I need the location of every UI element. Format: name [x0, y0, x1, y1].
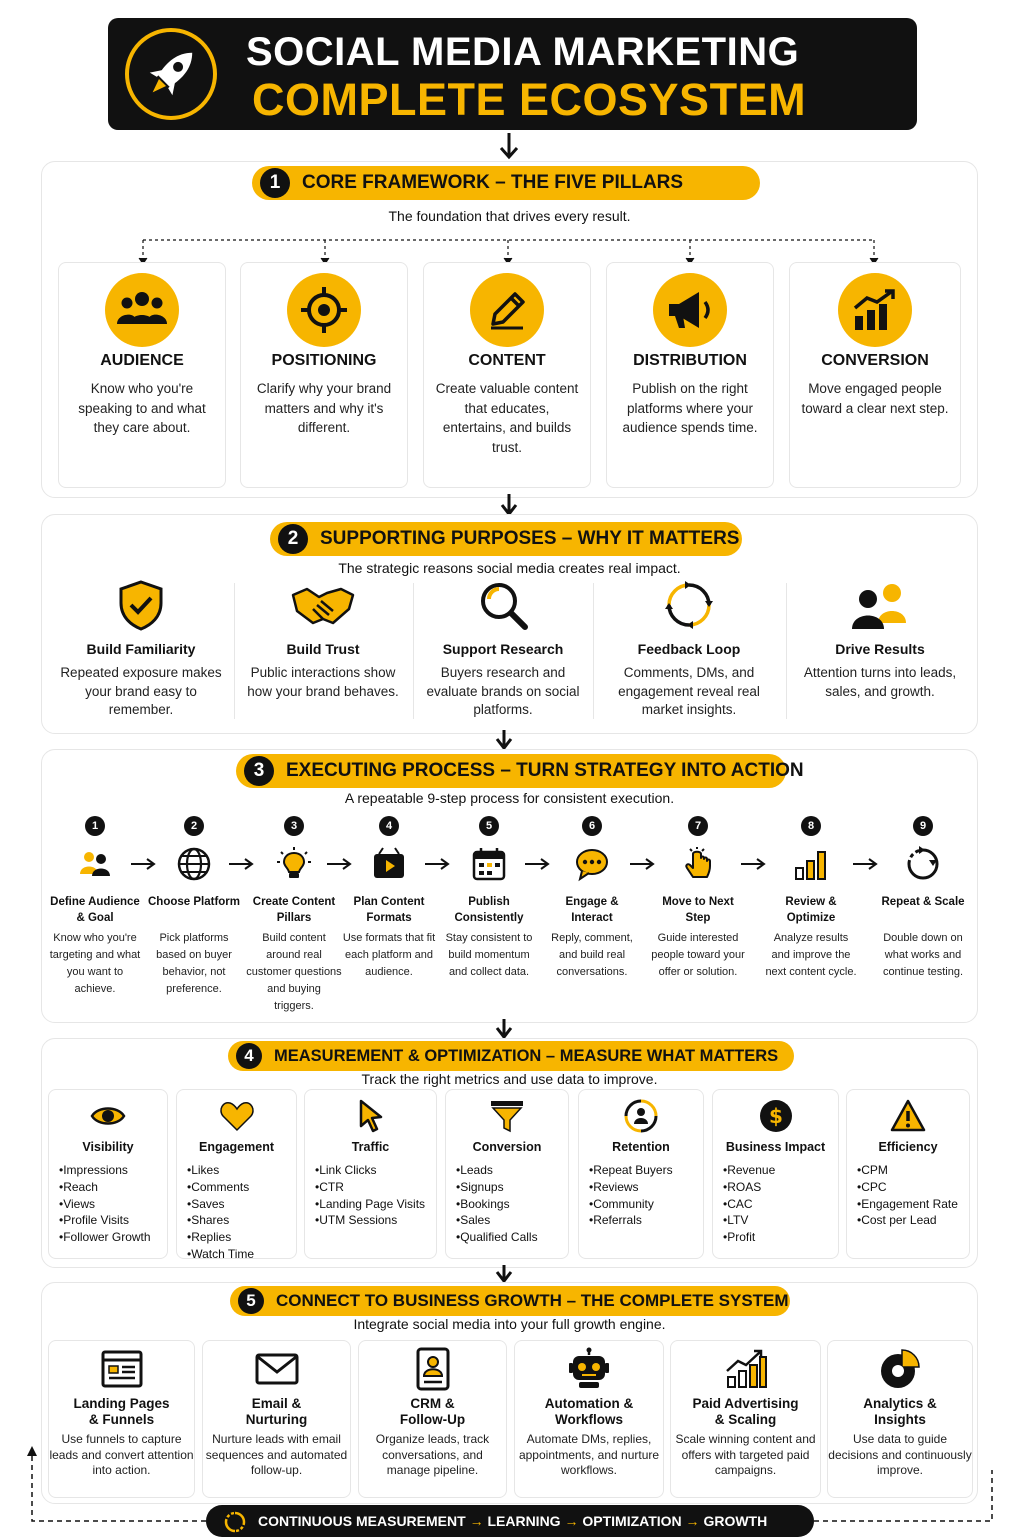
growth-description: Organize leads, track conversations, and manage pipeline. [375, 1432, 490, 1478]
step-title: Create Content Pillars [252, 896, 336, 924]
repeat-cycle-icon [905, 846, 941, 882]
metric-list [59, 1162, 151, 1246]
step-title: Choose Platform [148, 896, 241, 908]
audience-group-icon [105, 273, 179, 347]
video-play-icon [371, 846, 407, 882]
metric-card-business-impact [712, 1089, 839, 1259]
footer-text: CONTINUOUS MEASUREMENT → LEARNING → OPTIMIZATION → GROWTH [258, 1513, 768, 1529]
metric-item: • Impressions [59, 1162, 151, 1179]
metric-item: • Link Clicks [315, 1162, 425, 1179]
connector-lines [42, 232, 979, 266]
process-step [764, 816, 858, 1016]
dollar-icon [758, 1098, 794, 1134]
pencil-icon [470, 273, 544, 347]
section-3-subtitle: A repeatable 9-step process for consistent execution. [344, 790, 675, 806]
metric-item: • Community [589, 1196, 673, 1213]
growth-description: Use data to guide decisions and continuously improve. [828, 1432, 972, 1478]
divider [786, 583, 787, 719]
cycle-arrows-icon [663, 579, 715, 631]
metric-list [589, 1162, 673, 1229]
step-title: Move to Next Step [662, 896, 734, 924]
section-5-subtitle: Integrate social media into your full growth engine. [353, 1316, 666, 1332]
step-description: Guide interested people toward your offer or solution. [651, 932, 745, 978]
footer-banner [206, 1505, 814, 1537]
pillar-distribution [606, 262, 774, 488]
pillar-title: POSITIONING [271, 352, 377, 369]
metric-item: • Landing Page Visits [315, 1196, 425, 1213]
section-4-title: MEASUREMENT & OPTIMIZATION – MEASURE WHAT MATTERS [274, 1046, 779, 1065]
metric-item: • Profit [723, 1229, 775, 1246]
pillar-title: AUDIENCE [100, 352, 184, 369]
section-3-number: 3 [244, 756, 274, 786]
process-step [442, 816, 536, 1016]
step-number: 1 [85, 816, 105, 836]
section-5-title: CONNECT TO BUSINESS GROWTH – THE COMPLETE SYSTEM [276, 1291, 789, 1310]
process-step [650, 816, 746, 1016]
section-1-subtitle: The foundation that drives every result. [388, 208, 631, 224]
purpose-build-trust [240, 577, 406, 727]
metric-item: • Repeat Buyers [589, 1162, 673, 1179]
step-description: Pick platforms based on buyer behavior, not preference. [156, 932, 232, 995]
metric-item: • Reviews [589, 1179, 673, 1196]
header-banner [108, 18, 917, 130]
people-icon [77, 846, 113, 882]
step-arrow-icon [525, 858, 551, 870]
retention-cycle-icon [623, 1098, 659, 1134]
growth-title: Paid Advertising & Scaling [692, 1396, 799, 1427]
pillar-title: CONTENT [468, 352, 546, 369]
pillar-description: Know who you're speaking to and what they care about. [78, 381, 206, 435]
heart-icon [219, 1098, 255, 1134]
purpose-description: Comments, DMs, and engagement reveal real market insights. [618, 665, 760, 717]
calendar-icon [471, 846, 507, 882]
growth-description: Scale winning content and offers with targeted paid campaigns. [675, 1432, 816, 1478]
process-step [546, 816, 638, 1016]
metric-item: • Revenue [723, 1162, 775, 1179]
growth-description: Nurture leads with email sequences and automated follow-up. [205, 1432, 348, 1478]
pillar-description: Clarify why your brand matters and why it's different. [256, 381, 392, 435]
purpose-description: Attention turns into leads, sales, and growth. [803, 665, 957, 699]
rocket-icon [125, 28, 217, 120]
divider [234, 583, 235, 719]
metric-item: • Saves [187, 1196, 254, 1213]
step-title: Plan Content Formats [353, 896, 425, 924]
step-title: Define Audience & Goal [50, 896, 140, 924]
purpose-drive-results [794, 577, 966, 727]
metric-item: • CPC [857, 1179, 958, 1196]
step-arrow-icon [327, 858, 353, 870]
bar-chart-icon [793, 846, 829, 882]
growth-title: Email & Nurturing [245, 1396, 308, 1427]
purpose-build-familiarity [54, 577, 228, 727]
divider [593, 583, 594, 719]
title-line-1: SOCIAL MEDIA MARKETING [246, 30, 800, 74]
pillar-audience [58, 262, 226, 488]
step-number: 5 [479, 816, 499, 836]
pillar-title: CONVERSION [821, 352, 929, 369]
purpose-title: Feedback Loop [637, 641, 741, 657]
pie-chart-icon [878, 1347, 922, 1391]
pillar-conversion [789, 262, 961, 488]
purpose-description: Public interactions show how your brand behaves. [247, 665, 399, 699]
step-arrow-icon [853, 858, 879, 870]
growth-title: CRM & Follow-Up [399, 1396, 466, 1427]
purpose-description: Repeated exposure makes your brand easy to remember. [60, 665, 222, 717]
step-description: Use formats that fit each platform and audience. [342, 932, 436, 978]
metric-title: Business Impact [725, 1140, 826, 1154]
section-2-title: SUPPORTING PURPOSES – WHY IT MATTERS [320, 528, 740, 549]
landing-page-icon [100, 1347, 144, 1391]
metric-item: • Sales [456, 1212, 538, 1229]
purpose-title: Support Research [442, 641, 564, 657]
metric-list [315, 1162, 425, 1229]
magnifier-icon [477, 579, 529, 631]
metric-item: • ROAS [723, 1179, 775, 1196]
step-arrow-icon [630, 858, 656, 870]
metric-list [723, 1162, 775, 1246]
globe-icon [176, 846, 212, 882]
section-2-number: 2 [278, 524, 308, 554]
metric-title: Visibility [82, 1140, 134, 1154]
growth-description: Use funnels to capture leads and convert attention into action. [49, 1432, 194, 1478]
metric-item: • Engagement Rate [857, 1196, 958, 1213]
shield-check-icon [115, 579, 167, 631]
section-5-number: 5 [238, 1288, 264, 1314]
arrow-down-icon [497, 133, 521, 161]
pillar-description: Publish on the right platforms where your audience spends time. [622, 381, 758, 435]
section-supporting-purposes [41, 514, 978, 734]
metric-list [187, 1162, 254, 1263]
section-5-heading [230, 1286, 790, 1316]
divider [413, 583, 414, 719]
pillar-description: Move engaged people toward a clear next step. [801, 381, 949, 416]
metric-item: • CAC [723, 1196, 775, 1213]
warning-icon [890, 1098, 926, 1134]
step-arrow-icon [131, 858, 157, 870]
purpose-title: Build Familiarity [86, 641, 196, 657]
metric-title: Traffic [351, 1140, 390, 1154]
metric-item: • Replies [187, 1229, 254, 1246]
funnel-icon [489, 1098, 525, 1134]
metric-item: • Bookings [456, 1196, 538, 1213]
metric-item: • Follower Growth [59, 1229, 151, 1246]
metric-list [857, 1162, 958, 1229]
metric-title: Efficiency [878, 1140, 938, 1154]
step-title: Review & Optimize [785, 896, 837, 924]
section-2-heading [270, 522, 742, 556]
metric-card-conversion [445, 1089, 569, 1259]
step-description: Analyze results and improve the next content cycle. [765, 932, 857, 978]
growth-chart-icon [724, 1347, 768, 1391]
section-measurement [41, 1038, 978, 1268]
step-number: 3 [284, 816, 304, 836]
purpose-support-research [419, 577, 587, 727]
growth-description: Automate DMs, replies, appointments, and nurture workflows. [518, 1432, 660, 1478]
target-icon [287, 273, 361, 347]
step-title: Repeat & Scale [881, 896, 965, 908]
growth-title: Landing Pages & Funnels [73, 1396, 170, 1427]
step-arrow-icon [741, 858, 767, 870]
step-title: Publish Consistently [454, 896, 524, 924]
metric-item: • Views [59, 1196, 151, 1213]
metric-item: • Qualified Calls [456, 1229, 538, 1246]
envelope-icon [255, 1347, 299, 1391]
eye-icon [90, 1098, 126, 1134]
step-arrow-icon [229, 858, 255, 870]
metric-item: • CPM [857, 1162, 958, 1179]
pillar-description: Create valuable content that educates, entertains, and builds trust. [435, 381, 579, 455]
metric-item: • Referrals [589, 1212, 673, 1229]
pillar-title: DISTRIBUTION [633, 352, 747, 369]
handshake-icon [289, 579, 357, 631]
title-line-2: COMPLETE ECOSYSTEM [252, 74, 807, 125]
step-number: 7 [688, 816, 708, 836]
growth-title: Analytics & Insights [863, 1396, 937, 1427]
pillar-content [423, 262, 591, 488]
step-description: Double down on what works and continue testing. [882, 932, 964, 978]
growth-chart-icon [838, 273, 912, 347]
section-4-heading [228, 1041, 794, 1071]
section-1-title: CORE FRAMEWORK – THE FIVE PILLARS [302, 172, 684, 193]
purpose-title: Build Trust [286, 641, 360, 657]
purpose-title: Drive Results [835, 641, 925, 657]
people-icon [848, 579, 912, 631]
metric-title: Conversion [472, 1140, 542, 1154]
metric-card-visibility [48, 1089, 168, 1259]
step-description: Stay consistent to build momentum and collect data. [445, 932, 533, 978]
metric-item: • CTR [315, 1179, 425, 1196]
process-step [48, 816, 142, 1016]
step-title: Engage & Interact [565, 896, 619, 924]
metric-list [456, 1162, 538, 1246]
crm-contact-icon [411, 1347, 455, 1391]
metric-item: • Shares [187, 1212, 254, 1229]
metric-title: Engagement [198, 1140, 274, 1154]
metric-title: Retention [612, 1140, 670, 1154]
section-4-subtitle: Track the right metrics and use data to improve. [361, 1071, 658, 1087]
section-4-number: 4 [236, 1043, 262, 1069]
section-1-heading [252, 166, 760, 200]
svg-text:$: $ [768, 1104, 783, 1128]
section-3-title: EXECUTING PROCESS – TURN STRATEGY INTO ACTION [286, 760, 804, 781]
metric-card-retention [578, 1089, 704, 1259]
robot-icon [567, 1347, 611, 1391]
step-description: Build content around real customer questions and buying triggers. [246, 932, 342, 1012]
metric-item: • Reach [59, 1179, 151, 1196]
metric-item: • Leads [456, 1162, 538, 1179]
step-number: 2 [184, 816, 204, 836]
megaphone-icon [653, 273, 727, 347]
step-number: 8 [801, 816, 821, 836]
metric-item: • Cost per Lead [857, 1212, 958, 1229]
purpose-description: Buyers research and evaluate brands on social platforms. [426, 665, 580, 717]
lightbulb-icon [276, 846, 312, 882]
process-step [148, 816, 240, 1016]
section-2-subtitle: The strategic reasons social media creates real impact. [338, 560, 681, 576]
process-step [246, 816, 342, 1016]
step-description: Reply, comment, and build real conversations. [551, 932, 633, 978]
metric-card-engagement [176, 1089, 297, 1259]
process-step [876, 816, 970, 1016]
metric-item: • Signups [456, 1179, 538, 1196]
purpose-feedback-loop [599, 577, 779, 727]
section-executing-process [41, 749, 978, 1023]
hand-pointer-icon [680, 846, 716, 882]
metric-card-traffic [304, 1089, 437, 1259]
cursor-icon [353, 1098, 389, 1134]
metric-item: • LTV [723, 1212, 775, 1229]
chat-bubble-icon [574, 846, 610, 882]
growth-title: Automation & Workflows [544, 1396, 634, 1427]
step-number: 9 [913, 816, 933, 836]
step-arrow-icon [425, 858, 451, 870]
metric-item: • Profile Visits [59, 1212, 151, 1229]
process-step [342, 816, 436, 1016]
metric-item: • Comments [187, 1179, 254, 1196]
metric-item: • UTM Sessions [315, 1212, 425, 1229]
step-number: 6 [582, 816, 602, 836]
metric-item: • Likes [187, 1162, 254, 1179]
section-3-heading [236, 754, 804, 788]
section-1-number: 1 [260, 168, 290, 198]
pillar-positioning [240, 262, 408, 488]
cycle-icon [224, 1511, 246, 1533]
step-number: 4 [379, 816, 399, 836]
step-description: Know who you're targeting and what you want to achieve. [49, 932, 141, 995]
metric-card-efficiency [846, 1089, 970, 1259]
section-core-framework [41, 161, 978, 498]
metric-item: • Watch Time [187, 1246, 254, 1263]
